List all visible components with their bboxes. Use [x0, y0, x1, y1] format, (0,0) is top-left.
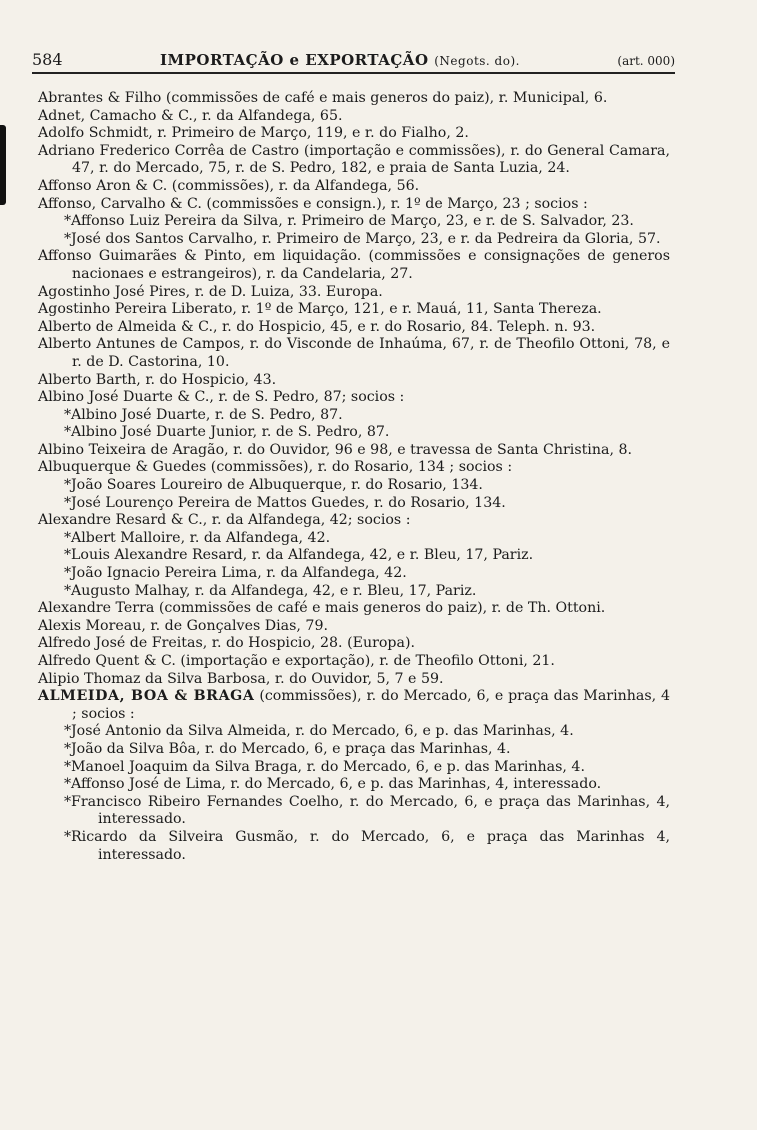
firm-entry: [38, 372, 670, 390]
partner-line: [38, 213, 670, 231]
firm-entry: [38, 301, 670, 319]
firm-entry: [38, 653, 670, 671]
running-title-sub: (Negots. do).: [434, 54, 520, 68]
partner-line: [38, 495, 670, 513]
firm-entry: [38, 248, 670, 283]
partner-line: [38, 547, 670, 565]
entry-text: Albino Teixeira de Aragão, r. do Ouvidor, 96 e 98, e travessa de Santa Christina, 8.: [38, 441, 632, 458]
entry-text: Alexandre Terra (commissões de café e mais generos do paiz), r. de Th. Ottoni.: [38, 600, 606, 617]
entry-text: Augusto Malhay, r. da Alfandega, 42, e r. Bleu, 17, Pariz.: [71, 582, 477, 599]
firm-entry: [38, 284, 670, 302]
firm-entry: [38, 178, 670, 196]
entry-text: Louis Alexandre Resard, r. da Alfandega, 42, e r. Bleu, 17, Pariz.: [71, 547, 534, 564]
entry-text: (commissões), r. do Mercado, 6, e praça das Marinhas, 4 ; socios :: [72, 688, 670, 722]
partner-line: [38, 759, 670, 777]
entry-text: Alfredo Quent & C. (importação e exportação), r. de Theofilo Ottoni, 21.: [38, 653, 555, 669]
article-number: (art. 000): [617, 54, 675, 68]
entry-text: Alberto Barth, r. do Hospicio, 43.: [38, 371, 277, 388]
entry-text: João Ignacio Pereira Lima, r. da Alfandega, 42.: [71, 565, 407, 582]
entry-text: Alfredo José de Freitas, r. do Hospicio, 28. (Europa).: [38, 635, 416, 652]
firm-entry: [38, 512, 670, 530]
partner-line: [38, 829, 670, 864]
entry-text: Francisco Ribeiro Fernandes Coelho, r. do Mercado, 6, e praça das Marinhas, 4, interessado.: [71, 793, 670, 828]
firm-entry: [38, 600, 670, 618]
entry-text: Alberto de Almeida & C., r. do Hospicio, 45, e r. do Rosario, 84. Teleph. n. 93.: [38, 318, 596, 335]
partner-line: [38, 723, 670, 741]
firm-entry: [38, 671, 670, 689]
entry-text: Agostinho Pereira Liberato, r. 1º de Março, 121, e r. Mauá, 11, Santa Thereza.: [38, 301, 602, 318]
entry-text: Adriano Frederico Corrêa de Castro (importação e commissões), r. do General Camara, 47, r. do Mercado, 75, r. de S. Pedro, 182, e praia de Santa Luzia, 24.: [38, 142, 670, 177]
firm-name-bold: ALMEIDA, BOA & BRAGA: [38, 688, 255, 705]
entry-text: Alberto Antunes de Campos, r. do Visconde de Inhaúma, 67, r. de Theofilo Ottoni, 78, e r. de D. Castorina, 10.: [38, 336, 670, 370]
partner-line: [38, 565, 670, 583]
page-number: 584: [32, 50, 63, 69]
partner-line: [38, 477, 670, 495]
entry-text: Adnet, Camacho & C., r. da Alfandega, 65.: [38, 107, 343, 124]
entry-text: José dos Santos Carvalho, r. Primeiro de Março, 23, e r. da Pedreira da Gloria, 57.: [71, 230, 661, 247]
entry-text: Adolfo Schmidt, r. Primeiro de Março, 119, e r. do Fialho, 2.: [38, 125, 469, 142]
entry-text: João Soares Loureiro de Albuquerque, r. do Rosario, 134.: [71, 477, 483, 494]
partner-line: [38, 424, 670, 442]
page-header: [32, 50, 675, 74]
firm-entry: [38, 319, 670, 337]
firm-entry: [38, 459, 670, 477]
entry-text: Albert Malloire, r. da Alfandega, 42.: [71, 529, 331, 546]
firm-entry: [38, 635, 670, 653]
partner-line: [38, 794, 670, 829]
entry-text: Affonso José de Lima, r. do Mercado, 6, e p. das Marinhas, 4, interessado.: [71, 776, 602, 793]
entry-text: Alipio Thomaz da Silva Barbosa, r. do Ouvidor, 5, 7 e 59.: [38, 670, 444, 687]
partner-line: [38, 407, 670, 425]
partner-line: [38, 530, 670, 548]
entry-text: Affonso Guimarães & Pinto, em liquidação. (commissões e consignações de generos nacionaes e estrangeiros), r. da Candelaria, 27.: [38, 248, 670, 282]
entry-text: Affonso Aron & C. (commissões), r. da Alfandega, 56.: [38, 177, 420, 194]
entry-list: [38, 90, 670, 864]
firm-entry: [38, 618, 670, 636]
entry-text: Manoel Joaquim da Silva Braga, r. do Mercado, 6, e p. das Marinhas, 4.: [71, 758, 585, 775]
firm-entry: [38, 196, 670, 214]
entry-text: Abrantes & Filho (commissões de café e mais generos do paiz), r. Municipal, 6.: [38, 90, 608, 106]
binding-mark: [0, 125, 6, 205]
firm-entry: [38, 143, 670, 178]
entry-text: Alexis Moreau, r. de Gonçalves Dias, 79.: [38, 617, 328, 634]
entry-text: Affonso Luiz Pereira da Silva, r. Primeiro de Março, 23, e r. de S. Salvador, 23.: [71, 213, 634, 230]
firm-entry: [38, 336, 670, 371]
partner-line: [38, 776, 670, 794]
firm-entry: [38, 442, 670, 460]
entry-text: Affonso, Carvalho & C. (commissões e consign.), r. 1º de Março, 23 ; socios :: [38, 195, 588, 212]
firm-entry: [38, 108, 670, 126]
entry-text: José Antonio da Silva Almeida, r. do Mercado, 6, e p. das Marinhas, 4.: [71, 723, 574, 740]
partner-line: [38, 741, 670, 759]
firm-entry: [38, 125, 670, 143]
firm-entry: [38, 90, 670, 108]
entry-text: João da Silva Bôa, r. do Mercado, 6, e praça das Marinhas, 4.: [71, 740, 511, 757]
entry-text: Agostinho José Pires, r. de D. Luiza, 33. Europa.: [38, 283, 383, 300]
entry-text: Alexandre Resard & C., r. da Alfandega, 42; socios :: [38, 512, 411, 529]
firm-entry: [38, 688, 670, 723]
entry-text: José Lourenço Pereira de Mattos Guedes, r. do Rosario, 134.: [71, 494, 506, 511]
partner-line: [38, 583, 670, 601]
entry-text: Albino José Duarte Junior, r. de S. Pedro, 87.: [71, 424, 390, 441]
partner-line: [38, 231, 670, 249]
entry-text: Albuquerque & Guedes (commissões), r. do Rosario, 134 ; socios :: [38, 459, 513, 476]
entry-text: Ricardo da Silveira Gusmão, r. do Mercado, 6, e praça das Marinhas 4, interessado.: [71, 828, 670, 863]
entry-text: Albino José Duarte, r. de S. Pedro, 87.: [71, 406, 343, 423]
entry-text: Albino José Duarte & C., r. de S. Pedro, 87; socios :: [38, 389, 405, 406]
running-title: [160, 51, 520, 69]
firm-entry: [38, 389, 670, 407]
running-title-main: IMPORTAÇÃO e EXPORTAÇÃO: [159, 51, 429, 69]
